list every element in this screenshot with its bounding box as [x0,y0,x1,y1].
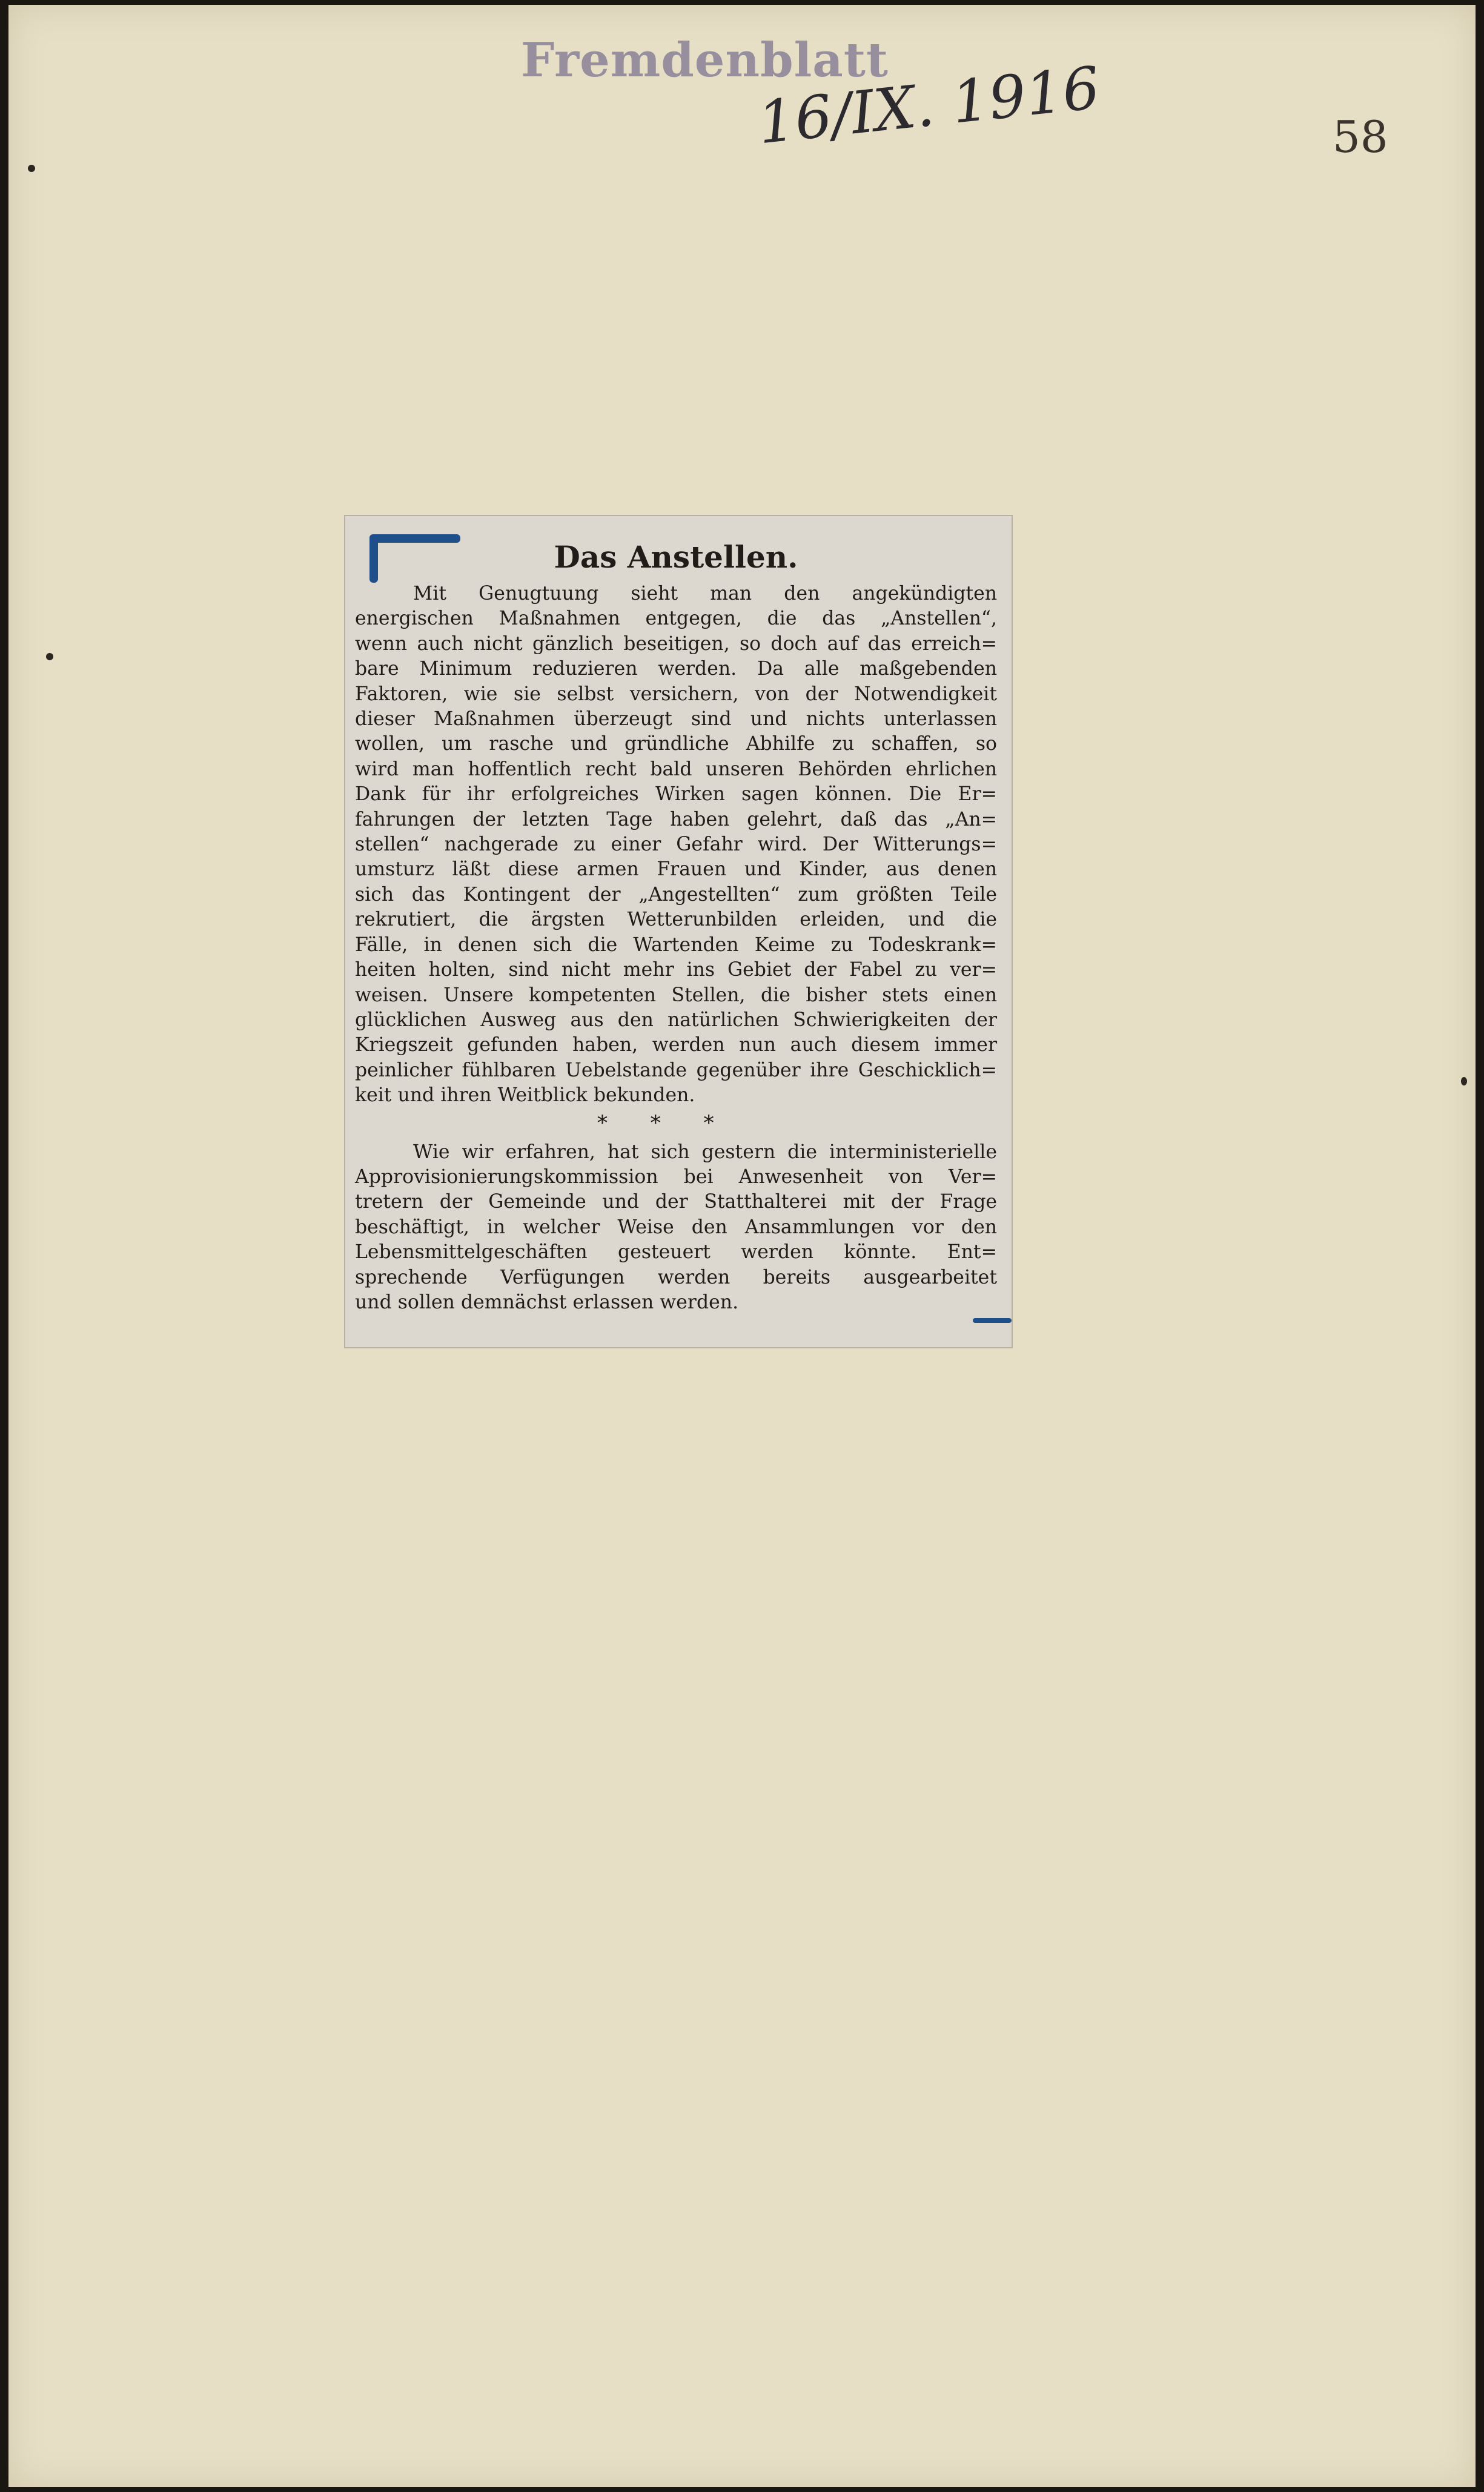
text-line: stellen“ nachgerade zu einer Gefahr wird. Der Witterungs= [355,833,997,856]
text-line: weisen. Unsere kompetenten Stellen, die bisher stets einen [355,984,997,1006]
text-line: sich das Kontingent der „Angestellten“ zum größten Teile [355,883,997,906]
article-paragraph-2 [355,1140,997,1316]
text-line: fahrungen der letzten Tage haben gelehrt, daß das „An= [355,808,997,830]
text-line: wenn auch nicht gänzlich beseitigen, so doch auf das erreich= [355,632,997,655]
text-line: Lebensmittelgeschäften gesteuert werden könnte. Ent= [355,1241,997,1264]
blue-pencil-mark [973,1318,1012,1323]
text-line: beschäftigt, in welcher Weise den Ansammlungen vor den [355,1216,997,1238]
text-line: Approvisionierungskommission bei Anwesenheit von Ver= [355,1165,997,1188]
section-separator: * * * [597,1110,732,1135]
text-line: bare Minimum reduzieren werden. Da alle maßgebenden [355,658,997,680]
text-line: tretern der Gemeinde und der Statthalterei mit der Frage [355,1191,997,1213]
text-line: glücklichen Ausweg aus den natürlichen Schwierigkeiten der [355,1009,997,1031]
text-line: peinlicher fühlbaren Uebelstande gegenüber ihre Geschicklich= [355,1059,997,1081]
text-line: heiten holten, sind nicht mehr ins Gebiet der Fabel zu ver= [355,959,997,981]
text-line: Dank für ihr erfolgreiches Wirken sagen können. Die Er= [355,783,997,806]
ink-spot [28,165,35,172]
page-number: 58 [1333,111,1388,162]
blue-pencil-mark [369,534,378,583]
article-title: Das Anstellen. [554,539,798,575]
text-line: und sollen demnächst erlassen werden. [355,1291,739,1313]
blue-pencil-mark [369,534,460,543]
handwritten-date: 16/IX. 1916 [755,53,1103,157]
text-line: dieser Maßnahmen überzeugt sind und nichts unterlassen [355,708,997,731]
ink-spot [46,653,53,660]
text-line: wollen, um rasche und gründliche Abhilfe zu schaffen, so [355,733,997,755]
text-line: Wie wir erfahren, hat sich gestern die interministerielle [413,1141,997,1163]
article-paragraph-1 [355,582,997,1108]
text-line: Kriegszeit gefunden haben, werden nun auch diesem immer [355,1034,997,1056]
text-line: rekrutiert, die ärgsten Wetterunbilden erleiden, und die [355,909,997,931]
text-line: wird man hoffentlich recht bald unseren Behörden ehrlichen [355,758,997,780]
text-line: Fälle, in denen sich die Wartenden Keime zu Todeskrank= [355,933,997,956]
text-line: energischen Maßnahmen entgegen, die das „Anstellen“, [355,608,997,630]
text-line: sprechende Verfügungen werden bereits ausgearbeitet [355,1266,997,1288]
newspaper-clipping [344,515,1013,1348]
text-line: Faktoren, wie sie selbst versichern, von der Notwendigkeit [355,683,997,705]
text-line: keit und ihren Weitblick bekunden. [355,1084,695,1107]
archive-page [8,5,1476,2487]
newspaper-stamp: Fremdenblatt [521,33,889,88]
text-line: umsturz läßt diese armen Frauen und Kinder, aus denen [355,858,997,881]
ink-spot [1461,1077,1467,1085]
text-line: Mit Genugtuung sieht man den angekündigten [413,583,997,605]
